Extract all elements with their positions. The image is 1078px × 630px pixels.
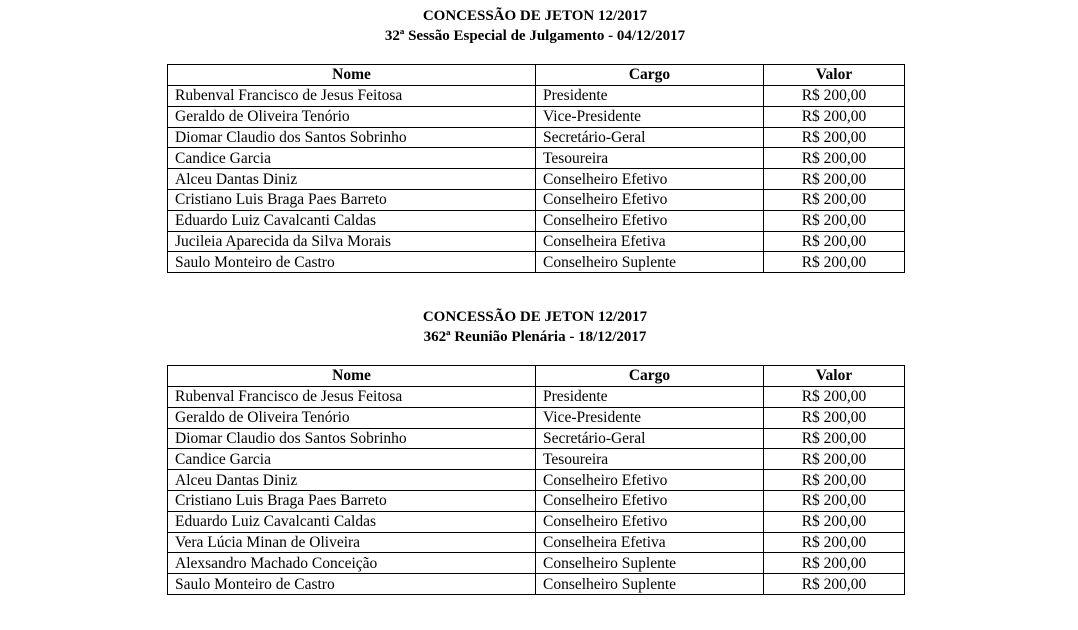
cell-nome: Rubenval Francisco de Jesus Feitosa — [168, 387, 536, 408]
jeton-section-1 — [0, 6, 1078, 271]
cell-nome: Saulo Monteiro de Castro — [168, 574, 536, 595]
section-subtitle: 362ª Reunião Plenária - 18/12/2017 — [423, 329, 647, 345]
table-row — [168, 231, 905, 252]
table-row — [168, 490, 905, 511]
table-row — [168, 210, 905, 231]
cell-valor: R$ 200,00 — [764, 574, 905, 595]
cell-valor: R$ 200,00 — [764, 127, 905, 148]
cell-nome: Diomar Claudio dos Santos Sobrinho — [168, 428, 536, 449]
cell-cargo: Vice-Presidente — [536, 407, 764, 428]
table-row — [168, 127, 905, 148]
cell-cargo: Conselheiro Efetivo — [536, 511, 764, 532]
table-row — [168, 532, 905, 553]
cell-valor: R$ 200,00 — [764, 532, 905, 553]
cell-valor: R$ 200,00 — [764, 553, 905, 574]
cell-nome: Candice Garcia — [168, 449, 536, 470]
cell-cargo: Conselheiro Efetivo — [536, 470, 764, 491]
cell-cargo: Secretário-Geral — [536, 428, 764, 449]
column-header-cargo: Cargo — [536, 366, 764, 387]
cell-valor: R$ 200,00 — [764, 231, 905, 252]
cell-valor: R$ 200,00 — [764, 449, 905, 470]
cell-nome: Alexsandro Machado Conceição — [168, 553, 536, 574]
table-row — [168, 449, 905, 470]
table-body — [168, 86, 905, 273]
cell-valor: R$ 200,00 — [764, 148, 905, 169]
jeton-table — [167, 64, 905, 273]
jeton-table — [167, 365, 905, 595]
cell-valor: R$ 200,00 — [764, 252, 905, 273]
table-row — [168, 189, 905, 210]
cell-cargo: Presidente — [536, 86, 764, 107]
table-header-row — [168, 65, 905, 86]
cell-cargo: Conselheira Efetiva — [536, 231, 764, 252]
cell-valor: R$ 200,00 — [764, 428, 905, 449]
column-header-valor: Valor — [764, 366, 905, 387]
cell-nome: Alceu Dantas Diniz — [168, 470, 536, 491]
cell-nome: Diomar Claudio dos Santos Sobrinho — [168, 127, 536, 148]
cell-nome: Cristiano Luis Braga Paes Barreto — [168, 490, 536, 511]
cell-cargo: Secretário-Geral — [536, 127, 764, 148]
cell-cargo: Conselheiro Efetivo — [536, 169, 764, 190]
table-row — [168, 553, 905, 574]
section-title: CONCESSÃO DE JETON 12/2017 — [422, 309, 648, 325]
table-row — [168, 148, 905, 169]
column-header-cargo: Cargo — [536, 65, 764, 86]
cell-nome: Geraldo de Oliveira Tenório — [168, 106, 536, 127]
cell-cargo: Conselheiro Suplente — [536, 553, 764, 574]
cell-nome: Alceu Dantas Diniz — [168, 169, 536, 190]
table-row — [168, 106, 905, 127]
cell-cargo: Conselheiro Suplente — [536, 252, 764, 273]
table-row — [168, 511, 905, 532]
cell-cargo: Conselheiro Efetivo — [536, 490, 764, 511]
cell-valor: R$ 200,00 — [764, 86, 905, 107]
table-header-row — [168, 366, 905, 387]
section-title: CONCESSÃO DE JETON 12/2017 — [422, 8, 648, 24]
column-header-nome: Nome — [168, 366, 536, 387]
cell-cargo: Tesoureira — [536, 449, 764, 470]
cell-nome: Geraldo de Oliveira Tenório — [168, 407, 536, 428]
cell-valor: R$ 200,00 — [764, 407, 905, 428]
cell-nome: Jucileia Aparecida da Silva Morais — [168, 231, 536, 252]
cell-valor: R$ 200,00 — [764, 210, 905, 231]
table-row — [168, 574, 905, 595]
cell-cargo: Tesoureira — [536, 148, 764, 169]
table-row — [168, 86, 905, 107]
cell-valor: R$ 200,00 — [764, 470, 905, 491]
cell-valor: R$ 200,00 — [764, 387, 905, 408]
cell-cargo: Presidente — [536, 387, 764, 408]
table-row — [168, 470, 905, 491]
table-row — [168, 169, 905, 190]
section-subtitle: 32ª Sessão Especial de Julgamento - 04/12/2017 — [384, 28, 686, 44]
cell-valor: R$ 200,00 — [764, 511, 905, 532]
table-body — [168, 387, 905, 595]
cell-valor: R$ 200,00 — [764, 169, 905, 190]
cell-nome: Rubenval Francisco de Jesus Feitosa — [168, 86, 536, 107]
table-row — [168, 428, 905, 449]
table-row — [168, 407, 905, 428]
cell-cargo: Conselheiro Efetivo — [536, 189, 764, 210]
column-header-nome: Nome — [168, 65, 536, 86]
jeton-section-2 — [0, 307, 1078, 593]
cell-nome: Candice Garcia — [168, 148, 536, 169]
cell-cargo: Conselheiro Efetivo — [536, 210, 764, 231]
table-row — [168, 252, 905, 273]
cell-cargo: Vice-Presidente — [536, 106, 764, 127]
cell-valor: R$ 200,00 — [764, 189, 905, 210]
cell-valor: R$ 200,00 — [764, 106, 905, 127]
cell-nome: Eduardo Luiz Cavalcanti Caldas — [168, 210, 536, 231]
table-row — [168, 387, 905, 408]
cell-cargo: Conselheiro Suplente — [536, 574, 764, 595]
column-header-valor: Valor — [764, 65, 905, 86]
cell-valor: R$ 200,00 — [764, 490, 905, 511]
cell-nome: Cristiano Luis Braga Paes Barreto — [168, 189, 536, 210]
cell-nome: Vera Lúcia Minan de Oliveira — [168, 532, 536, 553]
cell-cargo: Conselheira Efetiva — [536, 532, 764, 553]
cell-nome: Eduardo Luiz Cavalcanti Caldas — [168, 511, 536, 532]
cell-nome: Saulo Monteiro de Castro — [168, 252, 536, 273]
